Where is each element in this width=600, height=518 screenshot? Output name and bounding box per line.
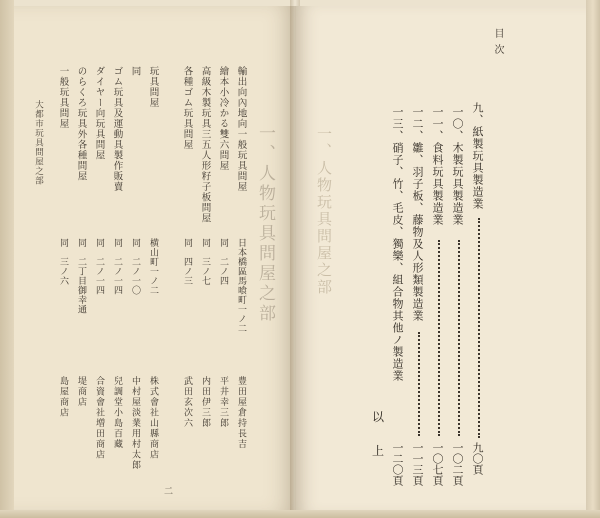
company-name: 堤商店 [76, 376, 86, 408]
item-label: 高級木製玩具三五人形籽子板問屋 [199, 66, 211, 224]
address-label: 同 三ノ七 [200, 238, 210, 286]
toc-entry: 一一、食料玩具製造業 [431, 106, 444, 226]
toc-entry: 九、紙製玩具製造業 [471, 102, 484, 210]
company-name: 島屋商店 [58, 376, 68, 418]
toc-page-number: 一一三頁 [411, 442, 424, 486]
page-number: 二 [164, 487, 174, 497]
item-label: 輸出向內地向一般玩具問屋 [235, 66, 247, 192]
item-label: 同 [129, 66, 141, 77]
address-label: 同 二丁目御幸通 [76, 238, 86, 314]
left-page-heading: 一、人物玩具問屋之部 [255, 124, 275, 324]
leader-dots [418, 332, 420, 436]
right-page-edge [586, 0, 600, 518]
item-label: 一般玩具問屋 [57, 66, 69, 129]
toc-page-number: 一二〇頁 [391, 442, 404, 486]
address-label: 横山町一ノ二 [148, 238, 158, 295]
company-name: 豊田屋倉持長吉 [236, 376, 246, 450]
company-name: 兒調堂小島百藏 [112, 376, 122, 450]
bottom-edge [0, 510, 600, 518]
address-label: 同 三ノ六 [58, 238, 68, 286]
bleed-through-heading: 一、人物玩具問屋之部 [315, 126, 333, 296]
leader-dots [438, 240, 440, 436]
toc-page-number: 九〇頁 [471, 442, 484, 475]
address-label: 同 四ノ三 [182, 238, 192, 286]
left-page [14, 6, 296, 512]
address-label: 同 二ノ一四 [112, 238, 122, 295]
company-name: 平井幸三郎 [218, 376, 228, 429]
address-label: 同 二ノ一四 [94, 238, 104, 295]
company-name: 内田伊三郎 [200, 376, 210, 429]
end-mark-top: 以 [372, 410, 385, 424]
leader-dots [458, 240, 460, 436]
toc-entry: 一〇、木製玩具製造業 [451, 106, 464, 226]
right-page [296, 6, 586, 512]
item-label: 各種ゴム玩具問屋 [181, 66, 193, 150]
item-label: 繪本小冷かる雙六問屋 [217, 66, 229, 171]
address-label: 同 二ノ一〇 [130, 238, 140, 295]
address-label: 日本橋區馬喰町一ノ二 [236, 238, 246, 333]
company-name: 中村屋淡業用村太郎 [130, 376, 140, 471]
toc-title: 目次 [492, 28, 503, 60]
toc-entry: 一二、雛、羽子板、藤物及人形類製造業 [411, 106, 424, 322]
item-label: 玩具問屋 [147, 66, 159, 108]
toc-entry: 一三、硝子、竹、毛皮、獨樂、組合物其他ノ製造業 [391, 106, 404, 382]
address-label: 同 二ノ四 [218, 238, 228, 286]
toc-page-number: 一〇二頁 [451, 442, 464, 486]
end-mark-bottom: 上 [372, 444, 385, 458]
company-name: 株式會社山縣商店 [148, 376, 158, 460]
leader-dots [478, 218, 480, 438]
item-label: ゴム玩具及運動具製作販賣 [111, 66, 123, 192]
page-footer: 大都市玩具問屋之部 [33, 100, 44, 186]
item-label: ダイヤー向玩具問屋 [93, 66, 105, 161]
toc-page-number: 一〇七頁 [431, 442, 444, 486]
company-name: 武田玄次六 [182, 376, 192, 429]
item-label: のらくろ玩具外各種問屋 [75, 66, 87, 182]
left-page-edge [0, 0, 14, 518]
company-name: 合資會社増田商店 [94, 376, 104, 460]
